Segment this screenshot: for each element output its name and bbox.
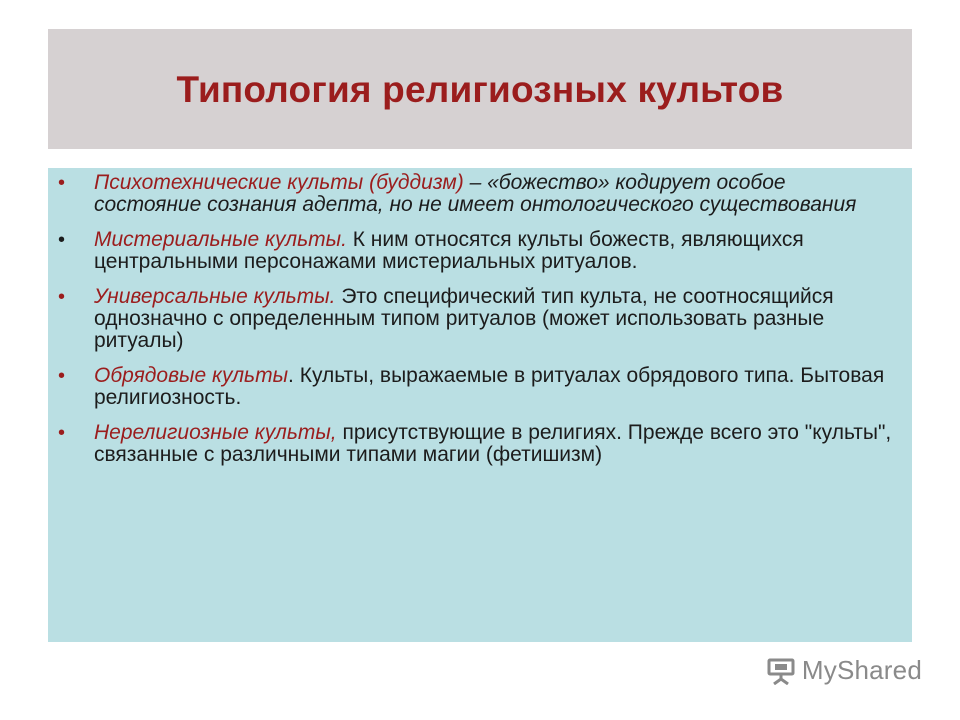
bullet-dot-icon: •	[58, 172, 66, 194]
title-band	[48, 29, 912, 149]
bullet-item-universal	[56, 286, 892, 352]
bullet-dot-icon: •	[58, 229, 66, 251]
bullet-description: «божество» кодирует особое состояние сознания адепта, но не имеет онтологического существования	[94, 171, 857, 216]
bullet-item-psychotechnical	[56, 172, 892, 216]
bullet-list	[56, 172, 892, 479]
bullet-term: Обрядовые культы	[94, 364, 289, 387]
bullet-term: Универсальные культы.	[94, 285, 336, 308]
bullet-description: К ним относятся культы божеств, являющихся центральными персонажами мистериальных ритуалов.	[94, 228, 804, 273]
bullet-term: Психотехнические культы (буддизм)	[94, 171, 464, 194]
bullet-dot-icon: •	[58, 365, 66, 387]
watermark-text: MyShared	[801, 655, 922, 685]
bullet-dot-icon: •	[58, 422, 66, 444]
bullet-item-mysterial	[56, 229, 892, 273]
bullet-description: Это специфический тип культа, не соотносящийся однозначно с определенным типом ритуалов (может использовать разные ритуалы)	[94, 285, 834, 352]
bullet-term: Мистериальные культы.	[94, 228, 347, 251]
bullet-item-nonreligious	[56, 422, 892, 466]
bullet-description: присутствующие в религиях. Прежде всего это "культы", связанные с различными типами магии (фетишизм)	[94, 421, 892, 466]
bullet-dash: –	[463, 171, 488, 194]
presentation-board-icon	[766, 657, 796, 685]
bullet-description: . Культы, выражаемые в ритуалах обрядового типа. Бытовая религиозность.	[94, 364, 885, 409]
bullet-item-ritual	[56, 365, 892, 409]
slide-title: Типология религиозных культов	[176, 69, 784, 110]
watermark-logo	[766, 655, 922, 686]
bullet-dot-icon: •	[58, 286, 66, 308]
bullet-term: Нерелигиозные культы,	[94, 421, 337, 444]
